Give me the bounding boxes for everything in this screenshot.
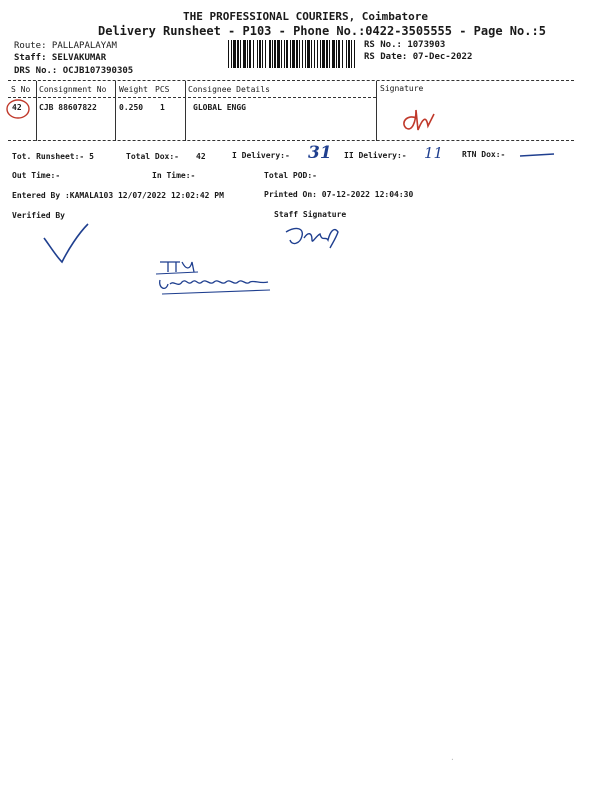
runsheet-subtitle: Delivery Runsheet - P103 - Phone No.:0422-3505555 - Page No.:5 <box>98 24 546 38</box>
col-header-signature: Signature <box>380 84 424 93</box>
printed-on: Printed On: 07-12-2022 12:04:30 <box>264 190 414 199</box>
staff-label: Staff: SELVAKUMAR <box>14 53 107 63</box>
handwritten-circle-mark <box>4 96 36 122</box>
in-time-label: In Time:- <box>152 171 196 180</box>
row-consignment: CJB 88607822 <box>39 103 97 112</box>
total-runsheet: Tot. Runsheet:- 5 <box>12 152 94 161</box>
entered-by: Entered By :KAMALA103 12/07/2022 12:02:42 PM <box>12 191 224 200</box>
rtn-dox-label: RTN Dox:- <box>462 150 506 159</box>
col-header-consignee: Consignee Details <box>188 85 270 94</box>
ii-delivery-label: II Delivery:- <box>344 151 407 160</box>
out-time-label: Out Time:- <box>12 171 61 180</box>
row-weight: 0.250 <box>119 103 144 112</box>
rs-date: RS Date: 07-Dec-2022 <box>364 52 473 62</box>
col-header-consignment: Consignment No <box>39 85 107 94</box>
col-divider <box>36 81 37 141</box>
col-divider <box>185 81 186 141</box>
i-delivery-value: 31 <box>308 143 332 163</box>
initials-signature-mark <box>150 252 290 300</box>
row-pcs: 1 <box>160 103 165 112</box>
company-title: THE PROFESSIONAL COURIERS, Coimbatore <box>183 10 429 23</box>
staff-signature-mark <box>282 222 352 252</box>
row-sno: 42 <box>12 103 22 112</box>
verified-signature-mark <box>38 220 94 266</box>
total-dox-value: 42 <box>196 152 206 161</box>
barcode <box>228 40 360 68</box>
drs-number: DRS No.: OCJB107390305 <box>14 66 134 76</box>
table-header-rule <box>8 97 376 98</box>
ii-delivery-value: 11 <box>424 144 444 162</box>
table-top-rule <box>8 80 574 81</box>
col-header-weight: Weight <box>119 85 148 94</box>
i-delivery-label: I Delivery:- <box>232 151 290 160</box>
col-divider <box>115 81 116 141</box>
total-pod-label: Total POD:- <box>264 171 317 180</box>
rs-number: RS No.: 1073903 <box>364 40 446 50</box>
table-bottom-rule <box>8 140 574 141</box>
consignee-signature-mark <box>394 96 474 136</box>
col-header-pcs: PCS <box>155 85 170 94</box>
row-consignee: GLOBAL ENGG <box>193 103 246 112</box>
verified-by-label: Verified By <box>12 211 65 220</box>
route-label: Route: PALLAPALAYAM <box>14 41 117 51</box>
scan-speck: · <box>450 755 455 764</box>
total-dox-label: Total Dox:- <box>126 152 179 161</box>
staff-signature-label: Staff Signature <box>274 210 347 219</box>
col-header-sno: S No <box>11 85 31 94</box>
rtn-dox-dash-mark <box>518 150 558 160</box>
col-divider <box>376 81 377 141</box>
